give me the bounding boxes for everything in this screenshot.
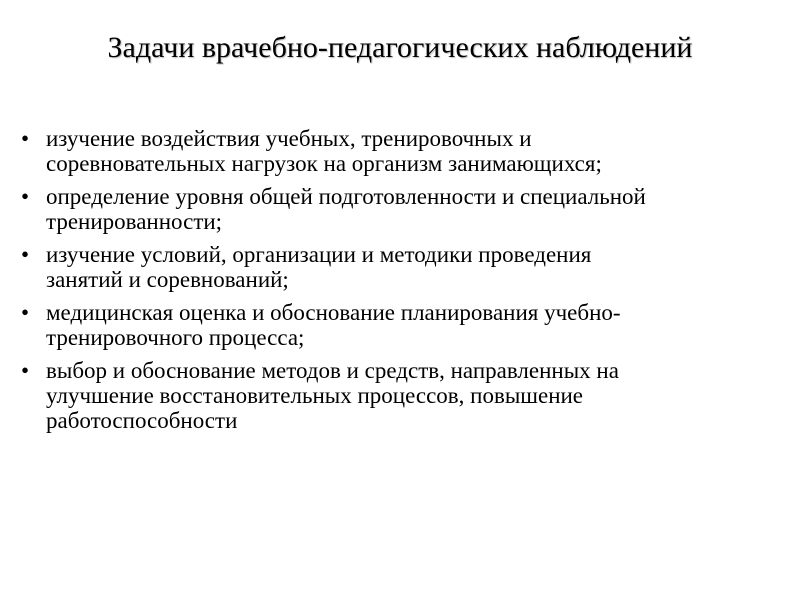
bullet-item (0, 358, 760, 433)
bullet-icon: • (20, 300, 30, 325)
bullet-text-line: определение уровня общей подготовленности и специальной (46, 184, 646, 209)
bullet-text-line: занятий и соревнований; (46, 267, 289, 292)
bullet-icon: • (20, 184, 30, 209)
bullet-text-line: выбор и обоснование методов и средств, направленных на (46, 358, 619, 383)
slide-title: Задачи врачебно-педагогических наблюдений (107, 31, 693, 64)
bullet-icon: • (20, 126, 30, 151)
bullet-text-line: соревновательных нагрузок на организм занимающихся; (46, 151, 602, 176)
bullet-text-line: тренировочного процесса; (46, 325, 305, 350)
bullet-text-line: тренированности; (46, 209, 223, 234)
bullet-text-line: медицинская оценка и обоснование планирования учебно- (46, 300, 621, 325)
bullet-text-line: работоспособности (46, 408, 238, 433)
bullet-list (0, 126, 760, 441)
bullet-icon: • (20, 358, 30, 383)
bullet-text-line: изучение условий, организации и методики проведения (46, 242, 592, 267)
bullet-text-line: изучение воздействия учебных, тренировочных и (46, 126, 532, 151)
bullet-item (0, 300, 760, 350)
bullet-item (0, 126, 760, 176)
bullet-item (0, 184, 760, 234)
bullet-icon: • (20, 242, 30, 267)
bullet-text-line: улучшение восстановительных процессов, повышение (46, 383, 584, 408)
bullet-item (0, 242, 760, 292)
